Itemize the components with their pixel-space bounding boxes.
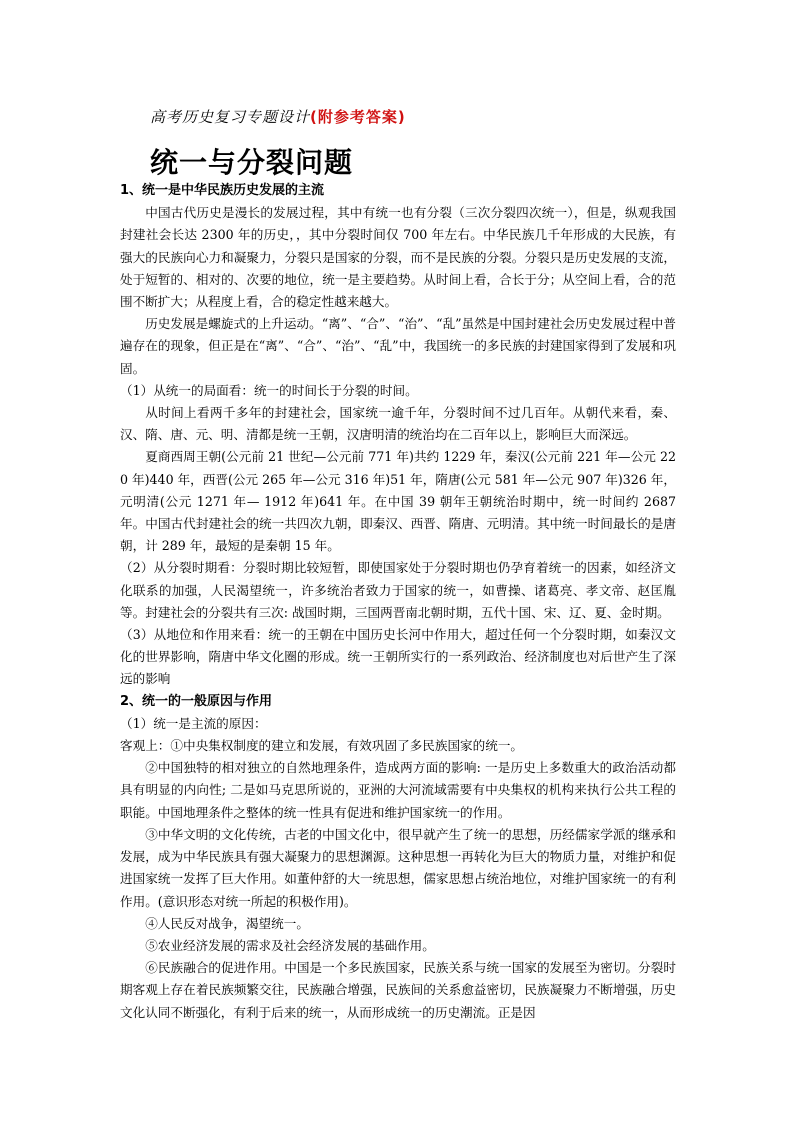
paragraph: ②中国独特的相对独立的自然地理条件，造成两方面的影响: 一是历史上多数重大的政治活动都具有明显的内向性; 二是如马克思所说的，亚洲的大河流域需要有中央集权的机构来执行公共工程的职能。中国地理条件之整体的统一性具有促进和维护国家统一的作用。 [120, 760, 676, 820]
section-1-heading: 1、统一是中华民族历史发展的主流 [120, 183, 325, 198]
paragraph: （1）从统一的局面看：统一的时间长于分裂的时间。 [120, 382, 418, 398]
paragraph: （2）从分裂时期看：分裂时期比较短暂，即使国家处于分裂时期也仍孕育着统一的因素，如经济文化联系的加强，人民渴望统一，许多统治者致力于国家的统一，如曹操、诸葛亮、孝文帝、赵匡胤等。封建社会的分裂共有三次: 战国时期，三国两晋南北朝时期，五代十国、宋、辽、夏、金时期。 [120, 560, 676, 620]
paragraph: 夏商西周王朝(公元前 21 世纪—公元前 771 年)共约 1229 年，秦汉(公元前 221 年—公元 220 年)440 年，西晋(公元 265 年—公元 316 年)51 年，隋唐(公元 581 年—公元 907 年)326 年，元明清(公元 1271 年— 1912 年)641 年。在中国 39 朝年王朝统治时期中，统一时间约 2687 年。中国古代封建社会的统一共四次九朝，即秦汉、西晋、隋唐、元明清。其中统一时间最长的是唐朝，计 289 年，最短的是秦朝 15 年。 [120, 449, 676, 554]
document-subtitle [150, 106, 630, 127]
paragraph: （3）从地位和作用来看：统一的王朝在中国历史长河中作用大，超过任何一个分裂时期，如秦汉文化的世界影响，隋唐中华文化圈的形成。统一王朝所实行的一系列政治、经济制度也对后世产生了深远的影响 [120, 627, 676, 687]
subtitle-answer-note: (附参考答案) [310, 108, 406, 126]
document-title: 统一与分裂问题 [150, 146, 354, 179]
subtitle-main: 高考历史复习专题设计 [150, 108, 311, 126]
paragraph: 客观上：①中央集权制度的建立和发展，有效巩固了多民族国家的统一。 [120, 738, 523, 754]
paragraph: ⑤农业经济发展的需求及社会经济发展的基础作用。 [145, 937, 435, 953]
paragraph: （1）统一是主流的原因： [120, 715, 267, 731]
document-body [120, 180, 676, 1024]
section-2-heading: 2、统一的一般原因与作用 [120, 693, 273, 709]
paragraph: ③中华文明的文化传统，古老的中国文化中，很早就产生了统一的思想，历经儒家学派的继承和发展，成为中华民族具有强大凝聚力的思想渊源。这种思想一再转化为巨大的物质力量，对维护和促进国家统一发挥了巨大作用。如董仲舒的大一统思想，儒家思想占统治地位，对维护国家统一的有利作用。(意识形态对统一所起的积极作用)。 [120, 826, 676, 909]
paragraph: ④人民反对战争，渴望统一。 [145, 915, 309, 931]
paragraph: 从时间上看两千多年的封建社会，国家统一逾千年，分裂时间不过几百年。从朝代来看，秦、汉、隋、唐、元、明、清都是统一王朝，汉唐明清的统治均在二百年以上，影响巨大而深远。 [120, 405, 676, 443]
paragraph: 中国古代历史是漫长的发展过程，其中有统一也有分裂（三次分裂四次统一），但是，纵观我国封建社会长达 2300 年的历史，，其中分裂时间仅 700 年左右。中华民族几千年形成的大民族，有强大的民族向心力和凝聚力，分裂只是国家的分裂，而不是民族的分裂。分裂只是历史发展的支流，处于短暂的、相对的、次要的地位，统一是主要趋势。从时间上看，合长于分；从空间上看，合的范围不断扩大；从程度上看，合的稳定性越来越大。 [120, 205, 676, 310]
paragraph: ⑥民族融合的促进作用。中国是一个多民族国家，民族关系与统一国家的发展至为密切。分裂时期客观上存在着民族频繁交往，民族融合增强，民族间的关系愈益密切，民族凝聚力不断增强，历史文化认同不断强化，有利于后来的统一，从而形成统一的历史潮流。正是因 [120, 960, 676, 1020]
paragraph: 历史发展是螺旋式的上升运动。“离”、“合”、“治”、“乱”虽然是中国封建社会历史发展过程中普遍存在的现象，但正是在“离”、“合”、“治”、“乱”中，我国统一的多民族的封建国家得到了发展和巩固。 [120, 316, 676, 376]
